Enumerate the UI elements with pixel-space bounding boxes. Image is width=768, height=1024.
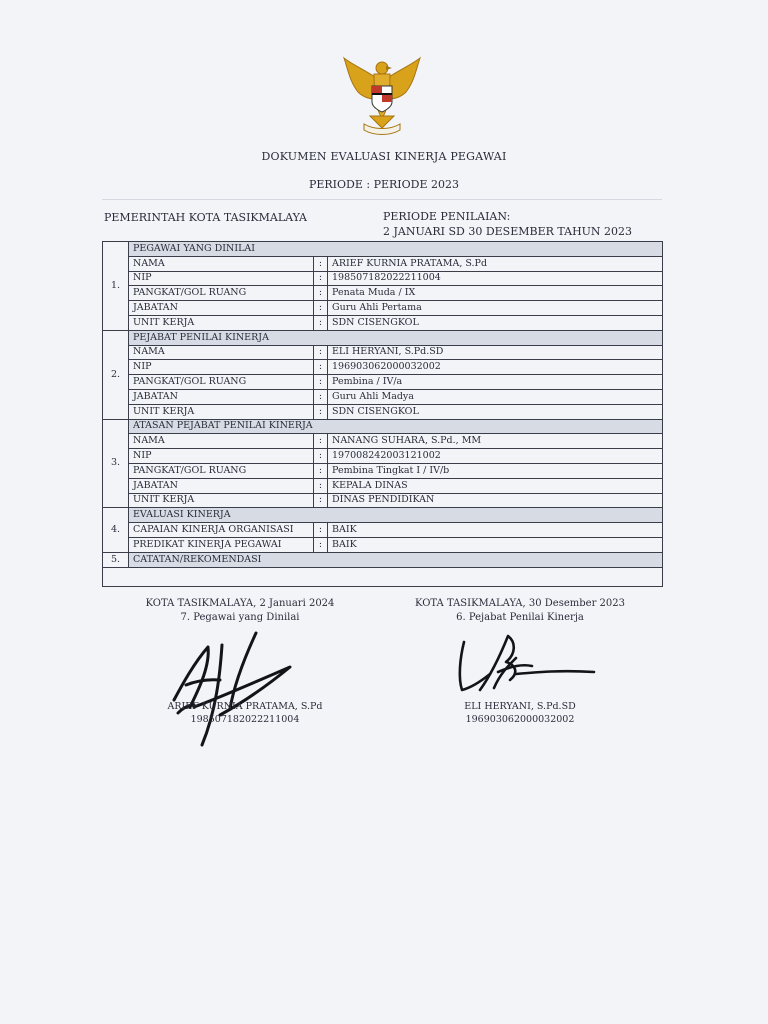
table-row — [103, 360, 663, 375]
field-value: ELI HERYANI, S.Pd.SD — [328, 345, 663, 360]
field-value: Guru Ahli Madya — [328, 389, 663, 404]
field-value: Penata Muda / IX — [328, 286, 663, 301]
handwritten-signature-left — [160, 625, 300, 755]
table-row — [103, 315, 663, 330]
government-name: PEMERINTAH KOTA TASIKMALAYA — [104, 211, 308, 224]
header-divider — [102, 199, 662, 200]
garuda-emblem-icon — [340, 52, 424, 136]
field-value: NANANG SUHARA, S.Pd., MM — [328, 434, 663, 449]
table-row — [103, 449, 663, 464]
field-value: SDN CISENGKOL — [328, 404, 663, 419]
field-separator: : — [314, 434, 328, 449]
field-separator: : — [314, 345, 328, 360]
signatory-name: ARIEF KURNIA PRATAMA, S.Pd — [167, 701, 323, 712]
signature-place-date: KOTA TASIKMALAYA, 2 Januari 2024 — [145, 598, 335, 609]
section-title: ATASAN PEJABAT PENILAI KINERJA — [129, 419, 663, 434]
field-separator: : — [314, 449, 328, 464]
field-separator: : — [314, 256, 328, 271]
signature-place-date: KOTA TASIKMALAYA, 30 Desember 2023 — [415, 598, 625, 609]
section-title: CATATAN/REKOMENDASI — [129, 552, 663, 567]
table-row — [103, 389, 663, 404]
field-label: JABATAN — [129, 478, 314, 493]
notes-row — [103, 567, 663, 586]
field-label: JABATAN — [129, 301, 314, 316]
assessment-period-value: 2 JANUARI SD 30 DESEMBER TAHUN 2023 — [383, 225, 633, 238]
field-label: NIP — [129, 360, 314, 375]
field-separator: : — [314, 271, 328, 286]
section-number: 5. — [103, 552, 129, 567]
field-separator: : — [314, 375, 328, 390]
table-row — [103, 256, 663, 271]
evaluation-table — [102, 241, 663, 587]
section-title: EVALUASI KINERJA — [129, 508, 663, 523]
field-value: KEPALA DINAS — [328, 478, 663, 493]
signatory-nip: 196903062000032002 — [465, 714, 575, 725]
period-title: PERIODE : PERIODE 2023 — [308, 178, 460, 191]
section-header — [103, 419, 663, 434]
field-value: BAIK — [328, 523, 663, 538]
field-separator: : — [314, 315, 328, 330]
field-label: PANGKAT/GOL RUANG — [129, 463, 314, 478]
signatory-name: ELI HERYANI, S.Pd.SD — [464, 701, 576, 712]
field-label: PANGKAT/GOL RUANG — [129, 375, 314, 390]
field-separator: : — [314, 286, 328, 301]
section-number: 2. — [103, 330, 129, 419]
table-row — [103, 404, 663, 419]
field-label: UNIT KERJA — [129, 404, 314, 419]
table-row — [103, 537, 663, 552]
field-value: 196903062000032002 — [328, 360, 663, 375]
table-row — [103, 375, 663, 390]
field-label: NAMA — [129, 434, 314, 449]
section-number: 3. — [103, 419, 129, 508]
handwritten-signature-right — [450, 628, 600, 698]
table-row — [103, 345, 663, 360]
assessment-period — [383, 209, 632, 239]
field-value: SDN CISENGKOL — [328, 315, 663, 330]
section-header — [103, 330, 663, 345]
field-label: NAMA — [129, 256, 314, 271]
table-row — [103, 434, 663, 449]
table-row — [103, 463, 663, 478]
field-separator: : — [314, 389, 328, 404]
field-separator: : — [314, 301, 328, 316]
table-row — [103, 286, 663, 301]
table-row — [103, 301, 663, 316]
field-separator: : — [314, 523, 328, 538]
field-separator: : — [314, 478, 328, 493]
field-label: NIP — [129, 271, 314, 286]
signature-role: 6. Pejabat Penilai Kinerja — [456, 612, 584, 623]
field-separator: : — [314, 493, 328, 508]
field-label: PANGKAT/GOL RUANG — [129, 286, 314, 301]
field-separator: : — [314, 404, 328, 419]
field-value: BAIK — [328, 537, 663, 552]
field-separator: : — [314, 360, 328, 375]
signature-block-right — [405, 597, 635, 625]
table-row — [103, 478, 663, 493]
section-header — [103, 552, 663, 567]
field-label: UNIT KERJA — [129, 493, 314, 508]
signatory-right — [410, 700, 630, 726]
field-label: NIP — [129, 449, 314, 464]
field-value: 197008242003121002 — [328, 449, 663, 464]
field-separator: : — [314, 463, 328, 478]
table-row — [103, 523, 663, 538]
table-row — [103, 271, 663, 286]
field-label: JABATAN — [129, 389, 314, 404]
field-label: NAMA — [129, 345, 314, 360]
section-title: PEGAWAI YANG DINILAI — [129, 242, 663, 257]
assessment-period-label: PERIODE PENILAIAN: — [383, 210, 511, 223]
field-label: CAPAIAN KINERJA ORGANISASI — [129, 523, 314, 538]
signatory-left — [140, 700, 350, 726]
field-separator: : — [314, 537, 328, 552]
signatory-nip: 198507182022211004 — [190, 714, 300, 725]
table-row — [103, 493, 663, 508]
document-title: DOKUMEN EVALUASI KINERJA PEGAWAI — [261, 150, 507, 163]
notes-cell — [103, 567, 663, 586]
signature-block-left — [130, 597, 350, 625]
field-label: UNIT KERJA — [129, 315, 314, 330]
field-value: 198507182022211004 — [328, 271, 663, 286]
field-value: Pembina Tingkat I / IV/b — [328, 463, 663, 478]
field-value: DINAS PENDIDIKAN — [328, 493, 663, 508]
field-label: PREDIKAT KINERJA PEGAWAI — [129, 537, 314, 552]
field-value: Pembina / IV/a — [328, 375, 663, 390]
section-title: PEJABAT PENILAI KINERJA — [129, 330, 663, 345]
signature-role: 7. Pegawai yang Dinilai — [180, 612, 300, 623]
section-number: 1. — [103, 242, 129, 331]
field-value: ARIEF KURNIA PRATAMA, S.Pd — [328, 256, 663, 271]
field-value: Guru Ahli Pertama — [328, 301, 663, 316]
section-number: 4. — [103, 508, 129, 552]
section-header — [103, 508, 663, 523]
section-header — [103, 242, 663, 257]
